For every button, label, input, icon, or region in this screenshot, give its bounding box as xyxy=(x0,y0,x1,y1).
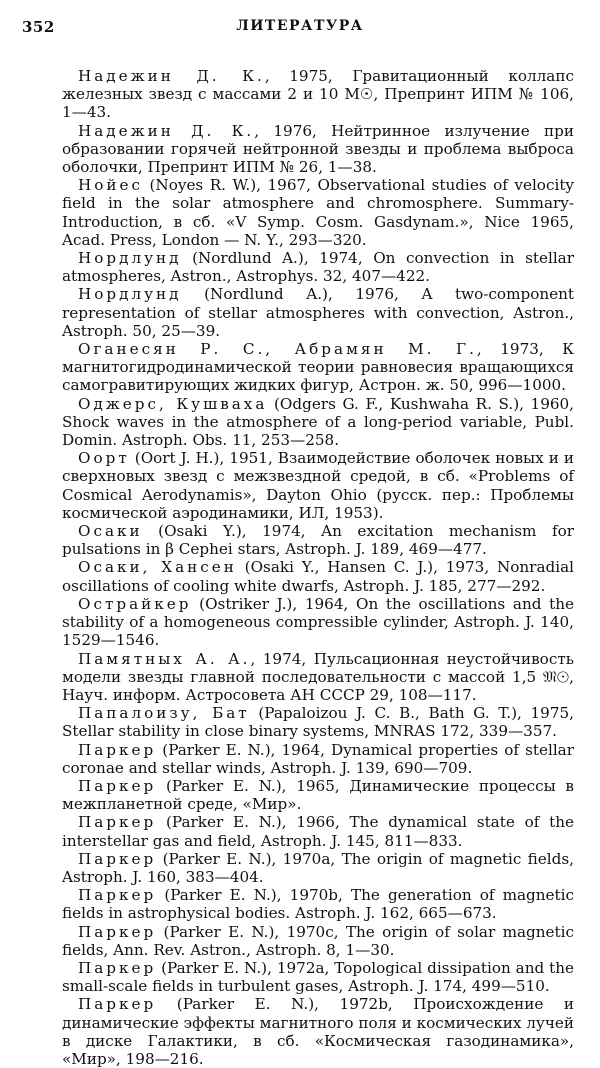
reference-entry xyxy=(62,122,574,177)
running-title: ЛИТЕРАТУРА xyxy=(236,18,364,34)
reference-author: Паркер xyxy=(78,995,157,1014)
reference-entry xyxy=(62,249,574,285)
page-number: 352 xyxy=(22,18,55,36)
reference-author: Нойес xyxy=(78,176,144,195)
reference-text: (Parker E. N.), 1970a, The origin of magnetic fields, Astroph. J. 160, 383—404. xyxy=(62,849,574,886)
reference-entry xyxy=(62,650,574,705)
reference-text: , 1974, Пульсационная неустойчивость модели звезды главной последовательности с массой 1,5 𝔐☉, Науч. информ. Астросовета АН СССР 29, 108—117. xyxy=(62,649,574,704)
reference-author: Паркер xyxy=(78,958,157,977)
reference-entry xyxy=(62,395,574,450)
reference-text: (Parker E. N.), 1970c, The origin of solar magnetic fields, Ann. Rev. Astron., Astroph. 8, 1—30. xyxy=(62,922,574,959)
reference-entry xyxy=(62,522,574,558)
reference-entry xyxy=(62,923,574,959)
reference-author: Паркер xyxy=(78,886,157,905)
reference-entry xyxy=(62,813,574,849)
reference-entry xyxy=(62,285,574,340)
reference-entry xyxy=(62,595,574,650)
reference-author: Осаки, Хансен xyxy=(78,558,237,577)
reference-text: , 1973, К магнитогидродинамической теории равновесия вращающихся самогравитирующих жидких фигур, Астрон. ж. 50, 996—1000. xyxy=(62,340,575,395)
reference-author: Нордлунд xyxy=(78,285,182,304)
reference-text: (Parker E. N.), 1964, Dynamical properties of stellar coronae and stellar winds, Astroph. J. 139, 690—709. xyxy=(62,740,574,777)
reference-author: Паркер xyxy=(78,740,157,759)
reference-author: Папалоизу, Бат xyxy=(78,704,250,723)
reference-text: (Parker E. N.), 1972a, Topological dissipation and the small-scale fields in turbulent gases, Astroph. J. 174, 499—510. xyxy=(62,958,574,996)
reference-entry xyxy=(62,995,574,1068)
reference-text: , 1976, Нейтринное излучение при образовании горячей нейтронной звезды и проблема выброса оболочки, Препринт ИПМ № 26, 1—38. xyxy=(62,121,574,177)
reference-text: , 1975, Гравитационный коллапс железных звезд с массами 2 и 10 M☉, Препринт ИПМ № 106, 1—43. xyxy=(62,67,574,122)
reference-author: Оорт xyxy=(78,449,130,468)
reference-text: (Papaloizou J. C. B., Bath G. T.), 1975, Stellar stability in close binary systems, MNRAS 172, 339—357. xyxy=(62,704,574,741)
reference-entry xyxy=(62,959,574,995)
reference-author: Паркер xyxy=(78,813,157,832)
reference-text: (Oort J. H.), 1951, Взаимодействие оболочек новых и и сверхновых звезд с межзвездной средой, в сб. «Problems of Cosmical Aerodynamis», Dayton Ohio (русск. пер.: Проблемы космической аэродинамики, ИЛ, 1953). xyxy=(62,449,574,522)
reference-text: (Parker E. N.), 1972b, Происхождение и динамические эффекты магнитного поля и космических лучей в диске Галактики, в сб. «Космическая газодинамика», «Мир», 198—216. xyxy=(62,995,574,1068)
reference-text: (Osaki Y., Hansen C. J.), 1973, Nonradial oscillations of cooling white dwarfs, Astroph. J. 185, 277—292. xyxy=(62,558,574,595)
reference-entry xyxy=(62,741,574,777)
reference-author: Надежин Д. К. xyxy=(78,121,255,140)
reference-list xyxy=(62,67,574,1068)
reference-author: Острайкер xyxy=(78,594,192,613)
reference-entry xyxy=(62,777,574,813)
reference-entry xyxy=(62,850,574,886)
reference-text: (Osaki Y.), 1974, An excitation mechanism for pulsations in β Cephei stars, Astroph. J. 189, 469—477. xyxy=(62,522,574,559)
reference-entry xyxy=(62,340,574,395)
reference-text: (Nordlund A.), 1976, A two-component representation of stellar atmospheres with convection, Astron., Astroph. 50, 25—39. xyxy=(62,285,574,340)
reference-author: Паркер xyxy=(78,849,157,868)
reference-author: Осаки xyxy=(78,522,143,541)
reference-text: (Ostriker J.), 1964, On the oscillations and the stability of a homogeneous compressible cylinder, Astroph. J. 140, 1529—1546. xyxy=(62,594,574,650)
reference-text: (Noyes R. W.), 1967, Observational studies of velocity field in the solar atmosphere and chromosphere. Summary-Introduction, в сб. «V Symp. Cosm. Gasdynam.», Nice 1965, Acad. Press, London — N. Y., 293—320. xyxy=(62,176,574,249)
reference-text: (Parker E. N.), 1965, Динамические процессы в межпланетной среде, «Мир». xyxy=(62,776,574,814)
reference-author: Надежин Д. К. xyxy=(78,67,265,85)
reference-entry xyxy=(62,704,574,740)
reference-author: Паркер xyxy=(78,922,157,941)
page-header xyxy=(22,18,578,40)
reference-text: (Nordlund A.), 1974, On convection in stellar atmospheres, Astron., Astrophys. 32, 407—422. xyxy=(62,249,574,286)
reference-entry xyxy=(62,558,574,594)
reference-author: Паркер xyxy=(78,776,157,795)
reference-entry xyxy=(62,449,574,522)
reference-entry xyxy=(62,67,574,122)
reference-author: Оджерс, Кушваха xyxy=(78,394,268,413)
reference-author: Оганесян Р. С., Абрамян М. Г. xyxy=(78,340,477,359)
reference-text: (Odgers G. F., Kushwaha R. S.), 1960, Shock waves in the atmosphere of a long-period variable, Publ. Domin. Astroph. Obs. 11, 253—258. xyxy=(62,394,575,450)
reference-text: (Parker E. N.), 1970b, The generation of magnetic fields in astrophysical bodies. Astroph. J. 162, 665—673. xyxy=(62,886,574,923)
reference-entry xyxy=(62,176,574,249)
reference-author: Нордлунд xyxy=(78,249,182,268)
reference-entry xyxy=(62,886,574,922)
reference-text: (Parker E. N.), 1966, The dynamical state of the interstellar gas and field, Astroph. J. 145, 811—833. xyxy=(62,813,574,850)
reference-author: Памятных А. А. xyxy=(78,649,251,668)
